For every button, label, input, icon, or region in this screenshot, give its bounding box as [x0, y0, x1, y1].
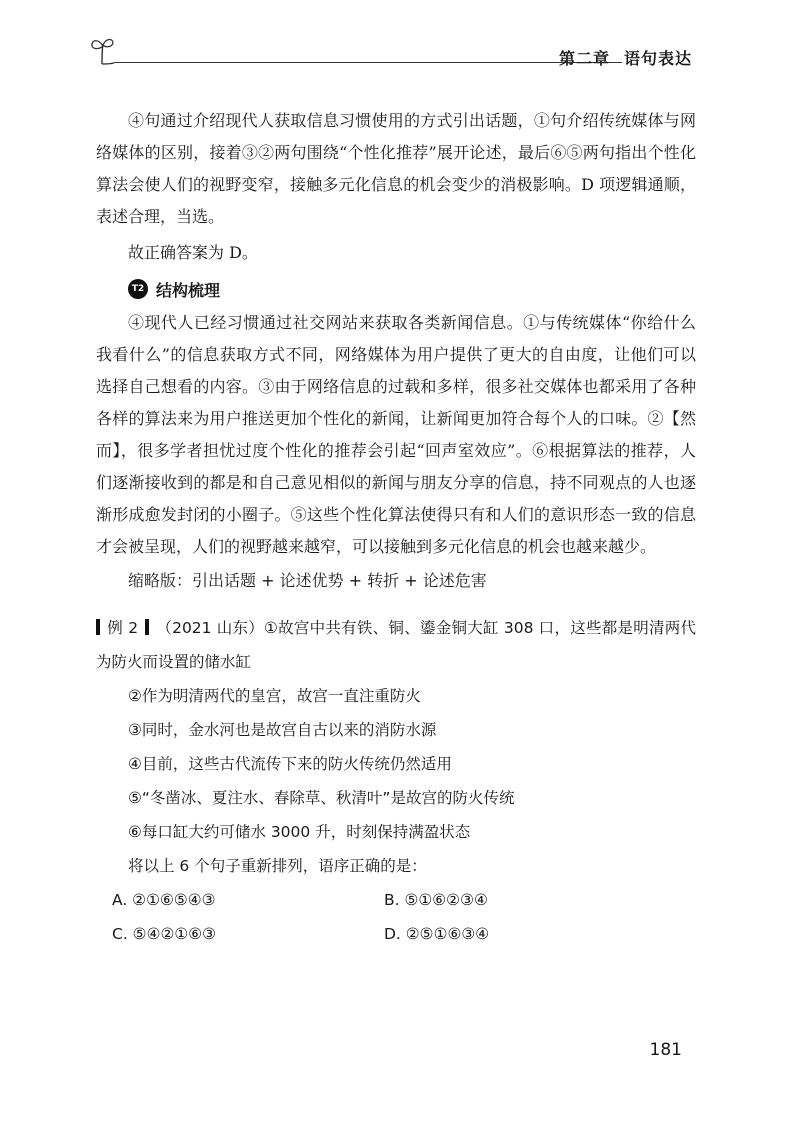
sentence-5: ⑤“冬凿冰、夏注水、春除草、秋清叶”是故宫的防火传统: [128, 789, 515, 807]
sentence-6: ⑥每口缸大约可储水 3000 升，时刻保持满盈状态: [128, 823, 471, 841]
option-c: C. ⑤④②①⑥③: [112, 925, 217, 943]
structure-heading: [96, 273, 696, 305]
option-b: B. ⑤①⑥②③④: [384, 891, 488, 909]
sentence-4: ④目前，这些古代流传下来的防火传统仍然适用: [128, 755, 452, 773]
label-bar-left: [96, 619, 100, 635]
structure-heading-text: 结构梳理: [156, 280, 221, 300]
chapter-name: 语句表达: [623, 49, 692, 68]
example-source: （2021 山东）: [156, 619, 264, 637]
answer-line: 故正确答案为 D。: [128, 243, 258, 262]
example-stem: [96, 611, 696, 679]
page-header: [88, 34, 698, 70]
chapter-number: 第二章: [558, 49, 610, 68]
question-prompt: 将以上 6 个句子重新排列，语序正确的是：: [128, 857, 427, 875]
example-block: [96, 611, 696, 883]
page-number: 181: [649, 1040, 682, 1060]
answer-options: [96, 883, 696, 951]
option-a: A. ②①⑥⑤④③: [112, 891, 216, 909]
sentence-1: ①故宫中共有铁、铜、鎏金铜大缸 308 口，这些都是明清两代为防火而设置的储水缸: [96, 619, 696, 671]
structure-badge-icon: T2: [128, 279, 148, 299]
analysis-paragraph: ④句通过介绍现代人获取信息习惯使用的方式引出话题，①句介绍传统媒体与网络媒体的区别，接着③②两句围绕“个性化推荐”展开论述，最后⑥⑤两句指出个性化算法会使人们的视野变窄，接触多元化信息的机会变少的消极影响。D 项逻辑通顺，表述合理，当选。: [96, 111, 696, 226]
page-content: [96, 105, 696, 951]
example-label: 例 2: [107, 619, 139, 637]
label-bar-right: [145, 619, 149, 635]
structure-paragraph: ④现代人已经习惯通过社交网站来获取各类新闻信息。①与传统媒体“你给什么我看什么”的信息获取方式不同，网络媒体为用户提供了更大的自由度，让他们可以选择自己想看的内容。③由于网络信息的过载和多样，很多社交媒体也都采用了各种各样的算法来为用户推送更加个性化的新闻，让新闻更加符合每个人的口味。②【然而】，很多学者担忧过度个性化的推荐会引起“回声室效应”。⑥根据算法的推荐，人们逐渐接收到的都是和自己意见相似的新闻与朋友分享的信息，持不同观点的人也逐渐形成愈发封闭的小圈子。⑤这些个性化算法使得只有和人们的意识形态一致的信息才会被呈现，人们的视野越来越窄，可以接触到多元化信息的机会也越来越少。: [96, 313, 696, 556]
sentence-3: ③同时，金水河也是故宫自古以来的消防水源: [128, 721, 437, 739]
sentence-2: ②作为明清两代的皇宫，故宫一直注重防火: [128, 687, 421, 705]
chapter-title: [545, 46, 692, 69]
option-d: D. ②⑤①⑥③④: [384, 925, 490, 943]
summary-line: 缩略版：引出话题 + 论述优势 + 转折 + 论述危害: [128, 571, 487, 590]
